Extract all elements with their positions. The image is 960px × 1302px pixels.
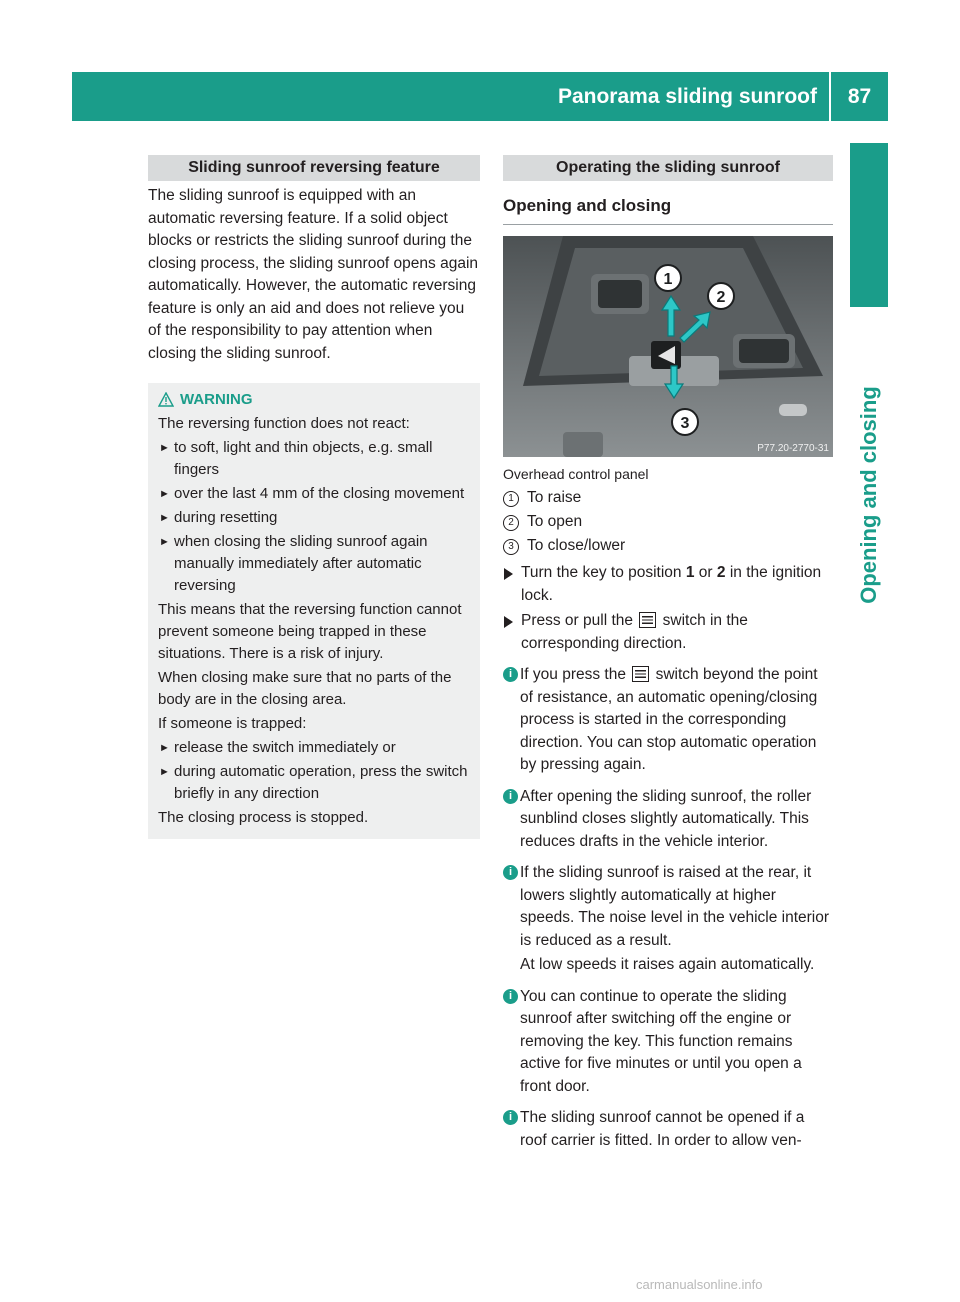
warning-triangle-icon xyxy=(158,392,174,407)
warning-text: When closing make sure that no parts of the body are in the closing area. xyxy=(158,669,452,708)
info-note: i You can continue to operate the sliding sunroof after switching off the engine or removing the key. This function remains active for five minutes or until you open a front door. xyxy=(503,986,833,1099)
warning-title xyxy=(158,389,472,411)
info-icon: i xyxy=(503,667,518,682)
info-note: i After opening the sliding sunroof, the roller sunblind closes slightly automatically. This reduces drafts in the vehicle interior. xyxy=(503,786,833,854)
warning-text: If someone is trapped: xyxy=(158,715,307,732)
bullet-icon: ► xyxy=(159,512,170,524)
warning-text: The closing process is stopped. xyxy=(158,809,369,826)
sunroof-switch-icon xyxy=(639,612,656,628)
list-item: ► during resetting xyxy=(158,507,472,529)
svg-text:3: 3 xyxy=(680,414,690,432)
step-arrow-icon xyxy=(504,616,513,628)
sunroof-switch-icon xyxy=(632,666,649,682)
legend-item: 1 To raise xyxy=(503,487,833,511)
warning-box xyxy=(148,383,480,839)
info-note: i The sliding sunroof cannot be opened if a roof carrier is fitted. In order to allow ven- xyxy=(503,1107,833,1152)
side-tab xyxy=(841,315,897,675)
list-item: ► release the switch immediately or xyxy=(158,737,472,759)
list-item: ► during automatic operation, press the switch briefly in any direction xyxy=(159,763,468,802)
page-header xyxy=(72,72,888,121)
info-icon: i xyxy=(503,989,518,1004)
warning-label: WARNING xyxy=(180,391,253,408)
step-ignition: Turn the key to position 1 or 2 in the ignition lock. xyxy=(503,562,833,607)
svg-text:2: 2 xyxy=(716,288,726,306)
info-note: i If the sliding sunroof is raised at the rear, it lowers slightly automatically at higher speeds. The noise level in the vehicle interior is reduced as a result. xyxy=(503,862,833,952)
section-tab-marker xyxy=(850,143,888,307)
section-title-operating: Operating the sliding sunroof xyxy=(503,155,833,181)
warning-text: The reversing function does not react: xyxy=(158,415,410,432)
info-note: i If you press the switch beyond the point of resistance, an automatic opening/closing process is started in the corresponding direction. You can stop automatic operation by pressing again. xyxy=(503,664,833,777)
info-icon: i xyxy=(503,789,518,804)
image-code: P77.20-2770-31 xyxy=(757,442,829,454)
bullet-icon: ► xyxy=(159,742,170,754)
right-column xyxy=(503,155,833,1154)
list-item: ► to soft, light and thin objects, e.g. small fingers xyxy=(159,439,433,478)
info-note-continued: At low speeds it raises again automatically. xyxy=(520,956,815,973)
info-icon: i xyxy=(503,865,518,880)
legend-item: 2 To open xyxy=(503,511,833,535)
warning-text: This means that the reversing function cannot prevent someone being trapped in these situations. There is a risk of injury. xyxy=(158,601,462,662)
overhead-panel-photo xyxy=(503,236,833,457)
footer-watermark: carmanualsonline.info xyxy=(636,1277,763,1292)
bullet-icon: ► xyxy=(159,442,170,454)
info-icon: i xyxy=(503,1110,518,1125)
legend-item: 3 To close/lower xyxy=(503,535,833,559)
bullet-icon: ► xyxy=(159,488,170,500)
section-title-reversing: Sliding sunroof reversing feature xyxy=(148,155,480,181)
reversing-intro: The sliding sunroof is equipped with an automatic reversing feature. If a solid object blocks or restricts the sliding sunroof during the closing process, the sliding sunroof opens again automatically. However, the automatic reversing feature is only an aid and does not relieve you of the responsibility to pay attention when closing the sliding sunroof. xyxy=(148,187,479,362)
page-number: 87 xyxy=(847,85,872,108)
left-column xyxy=(148,155,480,839)
subsection-title: Opening and closing xyxy=(503,185,833,225)
svg-text:1: 1 xyxy=(663,270,673,288)
side-tab-label: Opening and closing xyxy=(856,386,881,604)
image-caption: Overhead control panel xyxy=(503,465,649,482)
step-arrow-icon xyxy=(504,568,513,580)
header-title: Panorama sliding sunroof xyxy=(557,85,817,108)
list-item: ► when closing the sliding sunroof again manually immediately after automatic reversing xyxy=(159,533,428,594)
list-item: ► over the last 4 mm of the closing movement xyxy=(158,483,472,505)
step-switch: Press or pull the switch in the corresponding direction. xyxy=(503,610,833,655)
bullet-icon: ► xyxy=(159,766,170,778)
bullet-icon: ► xyxy=(159,536,170,548)
